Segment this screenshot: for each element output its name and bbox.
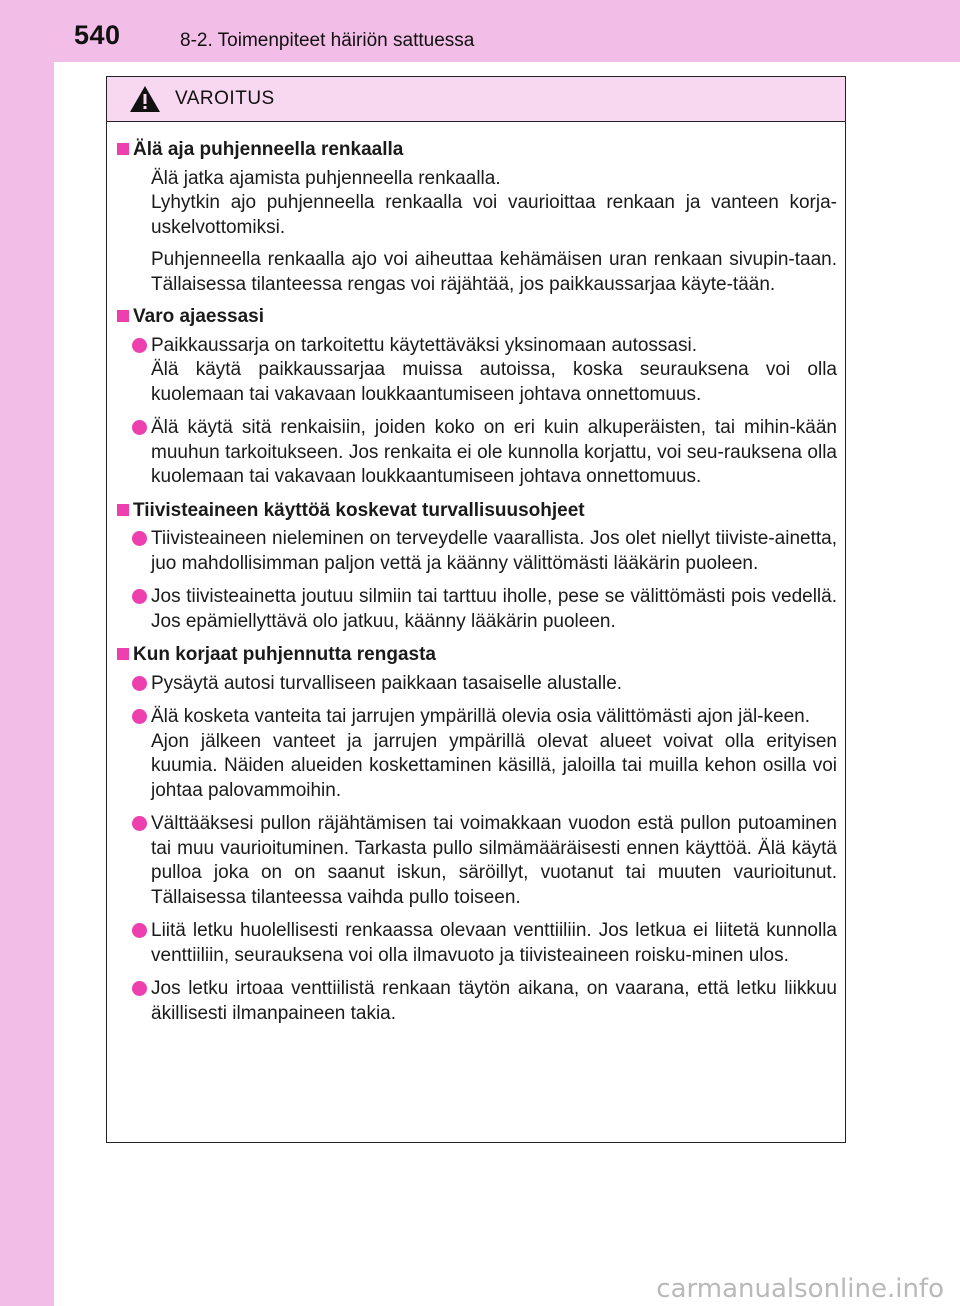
bullet-text: Liitä letku huolellisesti renkaassa olevaan venttiiliin. Jos letkua ei liitetä kunnolla venttiiliin, seurauksena voi olla ilmavuoto ja tiivisteaineen roisku-minen ulos.	[151, 920, 837, 966]
bullet-item	[115, 416, 837, 490]
warning-section	[115, 643, 837, 1026]
bullet-text: Pysäytä autosi turvalliseen paikkaan tasaiselle alustalle.	[151, 672, 623, 694]
warning-triangle-icon	[129, 85, 161, 113]
warning-label: VAROITUS	[175, 88, 275, 109]
warning-content	[107, 122, 845, 1026]
section-heading	[115, 138, 837, 163]
square-bullet-icon	[117, 143, 129, 155]
bullet-item	[115, 334, 837, 408]
circle-bullet-icon	[132, 420, 147, 435]
circle-bullet-icon	[132, 531, 147, 546]
square-bullet-icon	[117, 504, 129, 516]
circle-bullet-icon	[132, 589, 147, 604]
paragraph-text: Puhjenneella renkaalla ajo voi aiheuttaa kehämäisen uran renkaan sivupin-taan. Tällaisessa tilanteessa rengas voi räjähtää, jos paikkaussarjaa käyte-tään.	[151, 249, 837, 295]
paragraph-text: Älä jatka ajamista puhjenneella renkaalla.	[151, 167, 501, 189]
bullet-text: Tiivisteaineen nieleminen on terveydelle vaarallista. Jos olet niellyt tiiviste-ainetta, juo mahdollisimman paljon vettä ja käänny välittömästi lääkärin puoleen.	[151, 528, 837, 574]
bullet-item	[115, 585, 837, 634]
warning-section	[115, 499, 837, 635]
bullet-text: Jos tiivisteainetta joutuu silmiin tai tarttuu iholle, pese se välittömästi pois vedellä. Jos epämiellyttävä olo jatkuu, käänny lääkärin puoleen.	[151, 586, 837, 632]
square-bullet-icon	[117, 310, 129, 322]
section-heading	[115, 305, 837, 330]
section-title: 8-2. Toimenpiteet häiriön sattuessa	[180, 30, 475, 51]
bullet-text: Älä kosketa vanteita tai jarrujen ympärillä olevia osia välittömästi ajon jäl-keen.	[151, 706, 810, 727]
square-bullet-icon	[117, 648, 129, 660]
bullet-text: Ajon jälkeen vanteet ja jarrujen ympärillä olevat alueet voivat olla erityisen kuumia. Näiden alueiden koskettaminen käsillä, jaloilla tai muilla kehon osilla voi johtaa palovammoihin.	[151, 730, 837, 801]
bullet-item	[115, 812, 837, 910]
side-color-band	[0, 0, 54, 1306]
bullet-item	[115, 527, 837, 576]
circle-bullet-icon	[132, 816, 147, 831]
warning-section	[115, 138, 837, 297]
bullet-item	[115, 672, 837, 697]
bullet-text: Paikkaussarja on tarkoitettu käytettäväksi yksinomaan autossasi.	[151, 334, 697, 356]
watermark: carmanualsonline.info	[656, 1274, 944, 1304]
bullet-item	[115, 919, 837, 968]
section-heading-text: Varo ajaessasi	[133, 306, 264, 327]
warning-box	[106, 76, 846, 1143]
page-number: 540	[74, 20, 121, 50]
top-color-band	[0, 0, 960, 62]
bullet-item	[115, 705, 837, 803]
section-heading	[115, 499, 837, 524]
section-heading-text: Älä aja puhjenneella renkaalla	[133, 139, 404, 160]
bullet-text: Älä käytä sitä renkaisiin, joiden koko on eri kuin alkuperäisten, tai mihin-kään muuhun tarkoitukseen. Jos renkaita ei ole kunnolla korjattu, voi seu-rauksena olla kuolemaan tai vakavaan loukkaantumiseen johtava onnettomuus.	[151, 417, 837, 487]
circle-bullet-icon	[132, 676, 147, 691]
circle-bullet-icon	[132, 981, 147, 996]
bullet-text: Älä käytä paikkaussarjaa muissa autoissa, koska seurauksena voi olla kuolemaan tai vakavaan loukkaantumiseen johtava onnettomuus.	[151, 359, 837, 405]
bullet-item	[115, 977, 837, 1026]
bullet-text: Välttääksesi pullon räjähtämisen tai voimakkaan vuodon estä pullon putoaminen tai muu vaurioituminen. Tarkasta pullo silmämääräisesti ennen käyttöä. Älä käytä pulloa joka on on saanut iskun, säröillyt, vuotanut tai muuten vaurioitunut. Tällaisessa tilanteessa vaihda pullo toiseen.	[151, 813, 837, 908]
section-heading-text: Kun korjaat puhjennutta rengasta	[133, 644, 436, 665]
paragraph	[115, 248, 837, 297]
section-heading	[115, 643, 837, 668]
paragraph	[115, 167, 837, 241]
circle-bullet-icon	[132, 709, 147, 724]
circle-bullet-icon	[132, 338, 147, 353]
warning-header	[107, 77, 845, 122]
circle-bullet-icon	[132, 923, 147, 938]
paragraph-text: Lyhytkin ajo puhjenneella renkaalla voi vaurioittaa renkaan ja vanteen korja-uskelvottomiksi.	[151, 192, 837, 238]
bullet-text: Jos letku irtoaa venttiilistä renkaan täytön aikana, on vaarana, että letku liikkuu äkillisesti ilmanpaineen takia.	[151, 978, 837, 1024]
section-heading-text: Tiivisteaineen käyttöä koskevat turvallisuusohjeet	[133, 499, 585, 521]
warning-section	[115, 305, 837, 490]
